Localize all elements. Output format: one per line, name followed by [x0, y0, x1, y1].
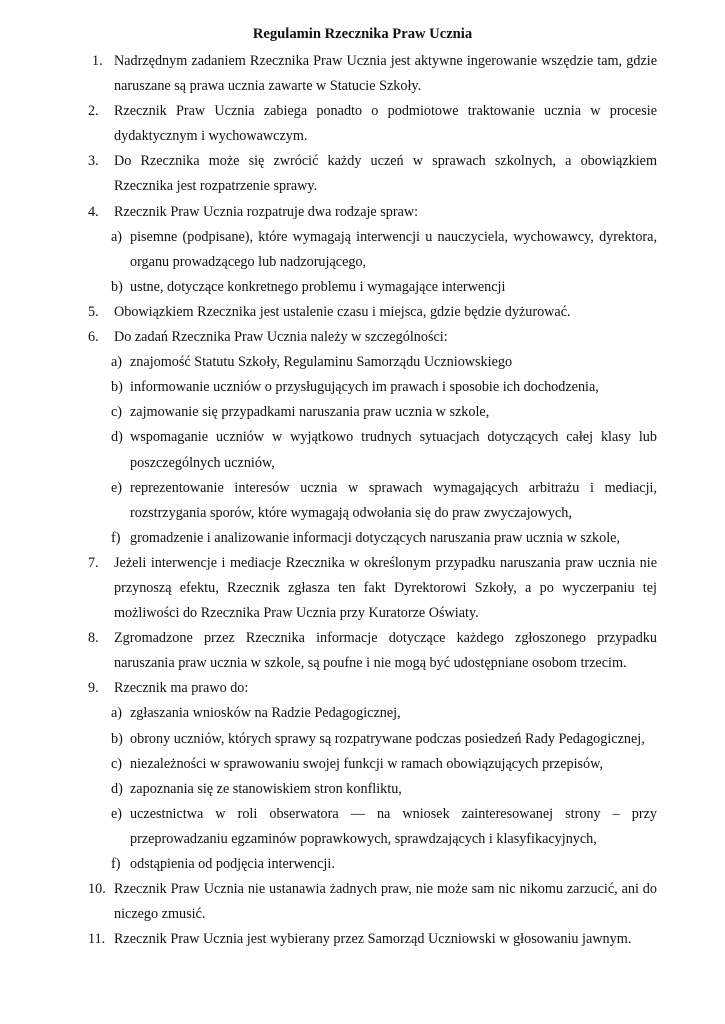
list-item-6 — [88, 325, 657, 350]
item-number: 7. — [88, 554, 99, 571]
list-item-11 — [88, 927, 657, 952]
sub-item-9f — [88, 852, 657, 877]
sub-item-6b — [88, 375, 657, 400]
sub-letter: f) — [111, 856, 121, 872]
item-number: 6. — [88, 329, 99, 346]
list-item-9 — [88, 676, 657, 701]
sub-letter: e) — [111, 479, 123, 496]
sub-item-4b — [88, 275, 657, 300]
list-item-7 — [88, 551, 657, 626]
sub-text: odstąpienia od podjęcia interwencji. — [130, 856, 335, 872]
sub-letter: f) — [111, 529, 121, 546]
sub-text: wspomaganie uczniów w wyjątkowo trudnych sytuacjach dotyczących całej klasy lub poszczególnych uczniów, — [130, 429, 657, 471]
item-text: Obowiązkiem Rzecznika jest ustalenie czasu i miejsca, gdzie będzie dyżurować. — [114, 303, 571, 320]
sub-letter: b) — [111, 278, 123, 295]
item-text: Rzecznik Praw Ucznia nie ustanawia żadnych praw, nie może sam nic nikomu zarzucić, ani do niczego zmusić. — [114, 881, 657, 923]
sub-text: pisemne (podpisane), które wymagają interwencji u nauczyciela, wychowawcy, dyrektora, organu prowadzącego lub nadzorującego, — [130, 228, 657, 270]
sub-text: reprezentowanie interesów ucznia w sprawach wymagających arbitrażu i mediacji, rozstrzygania sporów, które wymagają odwołania się do praw zwyczajowych, — [130, 479, 657, 521]
item-text: Do zadań Rzecznika Praw Ucznia należy w szczególności: — [114, 329, 448, 346]
sub-text: informowanie uczniów o przysługujących im prawach i sposobie ich dochodzenia, — [130, 379, 599, 396]
item-number: 1. — [92, 53, 103, 69]
sub-item-6e — [88, 476, 657, 526]
sub-item-6c — [88, 400, 657, 425]
item-text: Jeżeli interwencje i mediacje Rzecznika w określonym przypadku naruszania praw ucznia nie przynoszą efektu, Rzecznik zgłasza ten fakt Dyrektorowi Szkoły, a po wyczerpaniu tej możliwości do Rzecznika Praw Ucznia przy Kuratorze Oświaty. — [114, 554, 657, 622]
sub-item-9c — [88, 752, 657, 777]
sub-item-4a — [88, 225, 657, 275]
item-text: Rzecznik Praw Ucznia jest wybierany przez Samorząd Uczniowski w głosowaniu jawnym. — [114, 931, 632, 948]
list-item-2 — [88, 99, 657, 149]
sub-item-6d — [88, 425, 657, 475]
list-item-5 — [88, 300, 657, 325]
item-number: 9. — [88, 680, 99, 697]
item-number: 4. — [88, 203, 99, 220]
sub-text: znajomość Statutu Szkoły, Regulaminu Samorządu Uczniowskiego — [130, 354, 513, 371]
list-item-1 — [88, 49, 657, 99]
sub-item-9d — [88, 777, 657, 802]
item-text: Zgromadzone przez Rzecznika informacje dotyczące każdego zgłoszonego przypadku naruszania praw ucznia w szkole, są poufne i nie mogą być udostępniane osobom trzecim. — [114, 630, 657, 672]
sub-item-6f — [88, 526, 657, 551]
item-text: Rzecznik ma prawo do: — [114, 680, 249, 697]
sub-text: zapoznania się ze stanowiskiem stron konfliktu, — [130, 780, 402, 797]
sub-letter: b) — [111, 730, 123, 747]
sub-text: zajmowanie się przypadkami naruszania praw ucznia w szkole, — [130, 404, 490, 421]
sub-letter: a) — [111, 705, 123, 722]
list-item-3 — [88, 149, 657, 199]
item-number: 10. — [88, 881, 106, 898]
sub-letter: e) — [111, 805, 123, 822]
sub-letter: c) — [111, 404, 123, 421]
sub-item-9e — [88, 802, 657, 852]
sub-letter: a) — [111, 354, 123, 371]
item-text: Do Rzecznika może się zwrócić każdy uczeń w sprawach szkolnych, a obowiązkiem Rzecznika jest rozpatrzenie sprawy. — [114, 153, 657, 195]
sub-letter: a) — [111, 228, 123, 245]
sub-text: uczestnictwa w roli obserwatora — na wniosek zainteresowanej strony – przy przeprowadzaniu egzaminów poprawkowych, sprawdzających i klasyfikacyjnych, — [130, 805, 657, 847]
sub-letter: d) — [111, 429, 123, 446]
sub-item-9a — [88, 701, 657, 726]
sub-letter: b) — [111, 379, 123, 396]
list-item-4 — [88, 200, 657, 225]
sub-text: obrony uczniów, których sprawy są rozpatrywane podczas posiedzeń Rady Pedagogicznej, — [130, 730, 645, 747]
sub-item-9b — [88, 727, 657, 752]
sub-letter: d) — [111, 780, 123, 797]
item-number: 11. — [88, 931, 106, 948]
sub-text: gromadzenie i analizowanie informacji dotyczących naruszania praw ucznia w szkole, — [130, 529, 621, 546]
item-text: Rzecznik Praw Ucznia zabiega ponadto o podmiotowe traktowanie ucznia w procesie dydaktycznym i wychowawczym. — [114, 103, 657, 145]
sub-text: zgłaszania wniosków na Radzie Pedagogicznej, — [130, 705, 401, 722]
document-title: Regulamin Rzecznika Praw Ucznia — [252, 26, 473, 42]
sub-letter: c) — [111, 755, 123, 772]
item-number: 5. — [88, 303, 99, 320]
item-number: 2. — [88, 103, 99, 120]
regulation-list — [88, 49, 657, 952]
sub-text: niezależności w sprawowaniu swojej funkcji w ramach obowiązujących przepisów, — [130, 755, 604, 772]
item-number: 8. — [88, 630, 99, 647]
list-item-8 — [88, 626, 657, 676]
sub-item-6a — [88, 350, 657, 375]
list-item-10 — [88, 877, 657, 927]
item-text: Nadrzędnym zadaniem Rzecznika Praw Ucznia jest aktywne ingerowanie wszędzie tam, gdzie naruszane są prawa ucznia zawarte w Statucie Szkoły. — [114, 53, 657, 95]
sub-text: ustne, dotyczące konkretnego problemu i wymagające interwencji — [130, 278, 506, 295]
item-number: 3. — [88, 153, 99, 170]
item-text: Rzecznik Praw Ucznia rozpatruje dwa rodzaje spraw: — [114, 203, 419, 220]
